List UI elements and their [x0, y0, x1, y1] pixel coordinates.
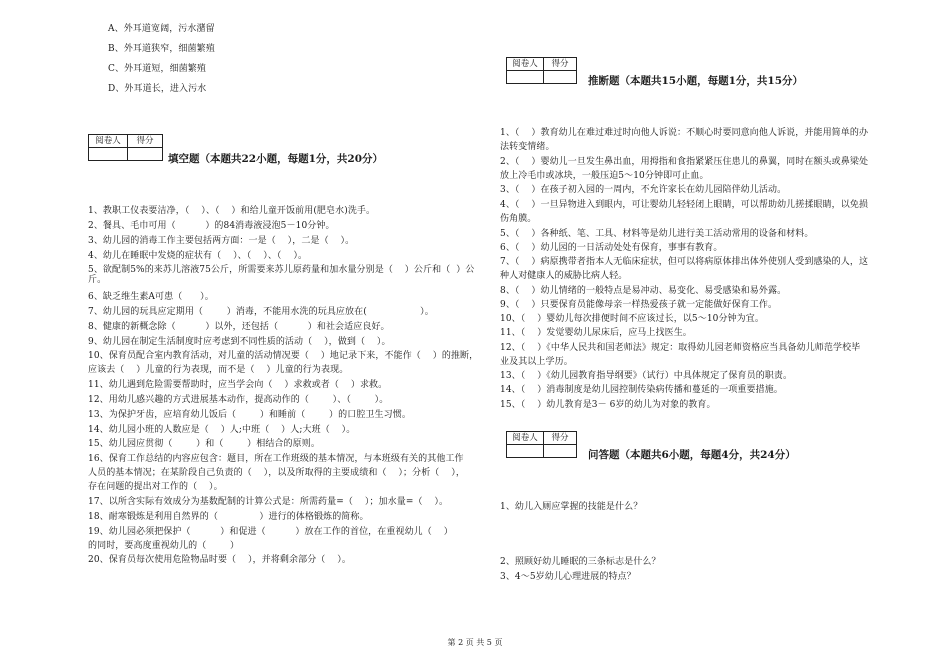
grader-label: 阅卷人: [507, 58, 544, 71]
fill-item: 11、幼儿遇到危险需要帮助时，应当学会向（ ）求救或者（ ）求救。: [88, 380, 388, 390]
option-b: B、外耳道狭窄，细菌繁殖: [108, 44, 215, 54]
score-box: [506, 431, 577, 458]
fill-item: 17、以所含实际有效成分为基数配制的计算公式是：所需药量=（ ）；加水量=（ ）。: [88, 497, 449, 507]
fill-item: 1、教职工仪表要洁净，（ ）、（ ）和给儿童开饭前用(肥皂水)洗手。: [88, 206, 376, 216]
fill-item: 13、为保护牙齿，应培育幼儿饭后（ ）和睡前（ ）的口腔卫生习惯。: [88, 410, 411, 420]
fill-item: 5、欲配制5%的来苏儿溶液75公斤，所需要来苏儿原药量和加水量分别是（ ）公斤和（ ）公: [88, 265, 475, 275]
judge-item: 1、（ ）教育幼儿在难过难过时向他人诉说：不顺心时要同意向他人诉说，并能用简单的办: [500, 128, 869, 138]
score-label: 得分: [128, 135, 163, 148]
section-title-judge: 推断题（本题共15小题，每题1分，共15分）: [588, 75, 804, 87]
score-cell: [128, 148, 163, 161]
qa-item: 2、照顾好幼儿睡眠的三条标志是什么？: [500, 557, 661, 567]
judge-item: 伤角膜。: [500, 214, 537, 224]
judge-item: 13、（ ）《幼儿园教育指导纲要》（试行）中具体规定了保育员的职责。: [500, 371, 793, 381]
judge-item: 5、（ ）各种纸、笔、工具、材料等是幼儿进行美工活动常用的设备和材料。: [500, 229, 814, 239]
fill-item: 存在问题的提出对工作的（ ）。: [88, 482, 223, 492]
fill-item: 9、幼儿园在制定生活制度时应考虑到不同性质的活动（ ），做到（ ）。: [88, 337, 391, 347]
judge-item: 12、（ ）《中华人民共和国老师法》规定：取得幼儿园老师资格应当具备幼儿师范学校毕: [500, 343, 861, 353]
fill-item: 7、幼儿园的玩具应定期用（ ）消毒，不能用水洗的玩具应放在( ）。: [88, 307, 434, 317]
grader-cell: [507, 445, 544, 458]
fill-item: 8、健康的新概念除（ ）以外，还包括（ ）和社会适应良好。: [88, 322, 390, 332]
fill-item: 16、保育工作总结的内容应包含：题目，所在工作班级的基本情况，与本班级有关的其他工作: [88, 454, 464, 464]
section-title-fill-blank: 填空题（本题共22小题，每题1分，共20分）: [168, 153, 384, 165]
option-d: D、外耳道长，进入污水: [108, 84, 207, 94]
judge-item: 14、（ ）消毒制度是幼儿园控制传染病传播和蔓延的一项重要措施。: [500, 385, 783, 395]
judge-item: 6、（ ）幼儿园的一日活动处处有保育，事事有教育。: [500, 243, 723, 253]
judge-item: 10、（ ）婴幼儿每次排便时间不应该过长，以5～10分钟为宜。: [500, 314, 764, 324]
grader-cell: [507, 71, 544, 84]
fill-item: 的同时，要高度重视幼儿的（ ）: [88, 541, 240, 551]
page-footer: 第 2 页 共 5 页: [447, 638, 503, 647]
section-title-qa: 问答题（本题共6小题，每题4分，共24分）: [588, 449, 796, 461]
judge-item: 8、（ ）幼儿情绪的一般特点是易冲动、易变化、易受感染和易外露。: [500, 286, 787, 296]
score-box: [88, 134, 163, 161]
judge-item: 种人对健康人的威胁比病人轻。: [500, 271, 628, 281]
judge-item: 9、（ ）只要保育员能像母亲一样热爱孩子就一定能做好保育工作。: [500, 300, 778, 310]
fill-item: 14、幼儿园小班的人数应是（ ）人;中班（ ）人;大班（ ）。: [88, 425, 356, 435]
fill-item: 15、幼儿园应贯彻（ ）和（ ）相结合的原则。: [88, 439, 320, 449]
qa-item: 3、4～5岁幼儿心理进展的特点？: [500, 572, 636, 582]
fill-item: 人员的基本情况；在某阶段自己负责的（ ），以及所取得的主要成绩和（ ）；分析（ ），: [88, 468, 465, 478]
judge-item: 业及其以上学历。: [500, 357, 573, 367]
score-label: 得分: [544, 432, 577, 445]
fill-item: 应该去（ ）儿童的行为表现，而不是（ ）儿童的行为表现。: [88, 365, 349, 375]
qa-item: 1、幼儿入厕应掌握的技能是什么？: [500, 502, 643, 512]
judge-item: 4、（ ）一旦异物进入到眼内，可让婴幼儿轻轻闭上眼睛，可以帮助幼儿搓揉眼睛，以免损: [500, 200, 869, 210]
fill-item: 4、幼儿在睡眠中发烧的症状有（ ）、（ ）、（ ）。: [88, 251, 308, 261]
fill-item: 3、幼儿园的消毒工作主要包括两方面：一是（ ），二是（ ）。: [88, 236, 355, 246]
fill-item: 10、保育员配合室内教育活动，对儿童的活动情况要（ ）地记录下来，不能作（ ）的推断，: [88, 351, 479, 361]
fill-item: 2、餐具、毛巾可用（ ）的84消毒液浸泡5－10分钟。: [88, 221, 335, 231]
judge-item: 法转变情绪。: [500, 142, 555, 152]
score-label: 得分: [544, 58, 577, 71]
option-c: C、外耳道短，细菌繁殖: [108, 64, 206, 74]
judge-item: 7、（ ）病原携带者指本人无临床症状，但可以将病原体排出体外使别人受到感染的人，这: [500, 257, 869, 267]
judge-item: 放上冷毛巾或冰块，一般压迫5～10分钟即可止血。: [500, 171, 709, 181]
fill-item: 斤。: [88, 275, 107, 285]
fill-item: 18、耐寒锻炼是利用自然界的（ ）进行的体格锻炼的简称。: [88, 512, 369, 522]
score-cell: [544, 445, 577, 458]
option-a: A、外耳道宽阔，污水潴留: [108, 24, 215, 34]
fill-item: 12、用幼儿感兴趣的方式进展基本动作，提高动作的（ ）、（ ）。: [88, 395, 389, 405]
grader-label: 阅卷人: [89, 135, 128, 148]
judge-item: 15、（ ）幼儿教育是3－ 6岁的幼儿为对象的教育。: [500, 400, 716, 410]
score-box: [506, 57, 577, 84]
judge-item: 2、（ ）婴幼儿一旦发生鼻出血，用拇指和食指紧紧压住患儿的鼻翼，同时在额头或鼻梁处: [500, 157, 869, 167]
fill-item: 6、缺乏维生素A可患（ ）。: [88, 292, 214, 302]
judge-item: 3、（ ）在孩子初入园的一周内，不允许家长在幼儿园陪伴幼儿活动。: [500, 185, 787, 195]
grader-cell: [89, 148, 128, 161]
judge-item: 11、（ ）发觉婴幼儿尿床后，应马上找医生。: [500, 328, 692, 338]
grader-label: 阅卷人: [507, 432, 544, 445]
fill-item: 19、幼儿园必须把保护（ ）和促进（ ）放在工作的首位，在重视幼儿（ ）: [88, 527, 453, 537]
score-cell: [544, 71, 577, 84]
fill-item: 20、保育员每次使用危险物品时要（ ），并将剩余部分（ ）。: [88, 555, 351, 565]
